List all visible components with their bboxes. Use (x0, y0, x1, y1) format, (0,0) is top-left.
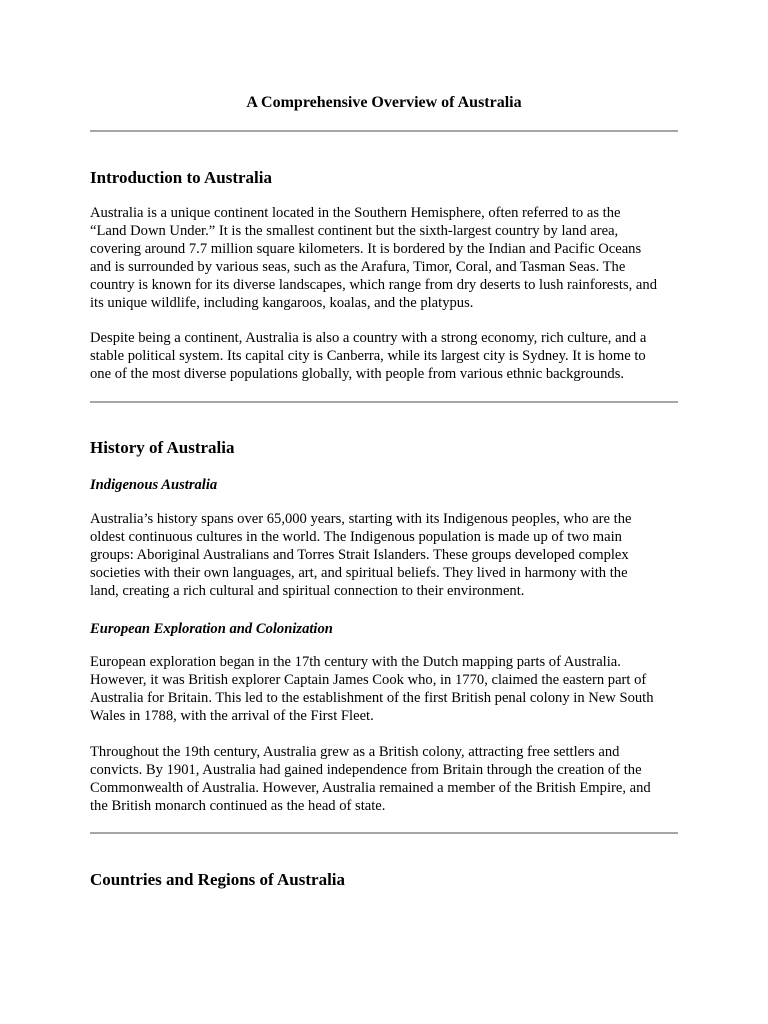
text-line: convicts. By 1901, Australia had gained independence from Britain through the creation of the (90, 761, 642, 778)
text-line: “Land Down Under.” It is the smallest continent but the sixth-largest country by land area, (90, 222, 619, 239)
section-heading-introduction: Introduction to Australia (90, 168, 272, 187)
section-divider (90, 130, 678, 132)
section-divider (90, 401, 678, 403)
paragraph-european-1 (90, 654, 678, 726)
text-line: Australia for Britain. This led to the establishment of the first British penal colony in New South (90, 689, 654, 706)
text-line: Despite being a continent, Australia is also a country with a strong economy, rich culture, and a (90, 330, 647, 346)
subsection-heading-indigenous: Indigenous Australia (90, 477, 218, 493)
text-line: Commonwealth of Australia. However, Australia remained a member of the British Empire, and (90, 779, 651, 796)
text-line: oldest continuous cultures in the world. The Indigenous population is made up of two main (90, 528, 622, 545)
text-line: Australia’s history spans over 65,000 years, starting with its Indigenous peoples, who are the (90, 511, 632, 527)
text-line: and is surrounded by various seas, such as the Arafura, Timor, Coral, and Tasman Seas. The (90, 258, 626, 275)
text-line: Australia is a unique continent located in the Southern Hemisphere, often referred to as the (90, 205, 621, 221)
text-line: the British monarch continued as the head of state. (90, 797, 386, 814)
text-line: one of the most diverse populations globally, with people from various ethnic backgrounds. (90, 365, 625, 382)
subsection-heading-european: European Exploration and Colonization (90, 621, 333, 637)
text-line: societies with their own languages, art, and spiritual beliefs. They lived in harmony with the (90, 564, 628, 581)
document-title: A Comprehensive Overview of Australia (246, 94, 522, 111)
paragraph-indigenous (90, 511, 678, 601)
text-line: Throughout the 19th century, Australia grew as a British colony, attracting free settlers and (90, 744, 620, 760)
paragraph-introduction-1 (90, 205, 678, 312)
section-heading-history: History of Australia (90, 438, 235, 457)
text-line: covering around 7.7 million square kilometers. It is bordered by the Indian and Pacific Oceans (90, 240, 642, 257)
paragraph-european-2 (90, 744, 678, 816)
text-line: land, creating a rich cultural and spiritual connection to their environment. (90, 582, 525, 599)
paragraph-introduction-2 (90, 330, 678, 384)
text-line: European exploration began in the 17th century with the Dutch mapping parts of Australia. (90, 654, 621, 670)
section-heading-regions: Countries and Regions of Australia (90, 870, 346, 889)
text-line: Wales in 1788, with the arrival of the First Fleet. (90, 707, 374, 724)
text-line: However, it was British explorer Captain James Cook who, in 1770, claimed the eastern part of (90, 671, 647, 688)
text-line: stable political system. Its capital city is Canberra, while its largest city is Sydney. It is home to (90, 347, 646, 364)
text-line: country is known for its diverse landscapes, which range from dry deserts to lush rainforests, and (90, 276, 657, 293)
section-divider (90, 832, 678, 834)
text-line: groups: Aboriginal Australians and Torres Strait Islanders. These groups developed complex (90, 546, 629, 563)
text-line: its unique wildlife, including kangaroos, koalas, and the platypus. (90, 294, 474, 311)
